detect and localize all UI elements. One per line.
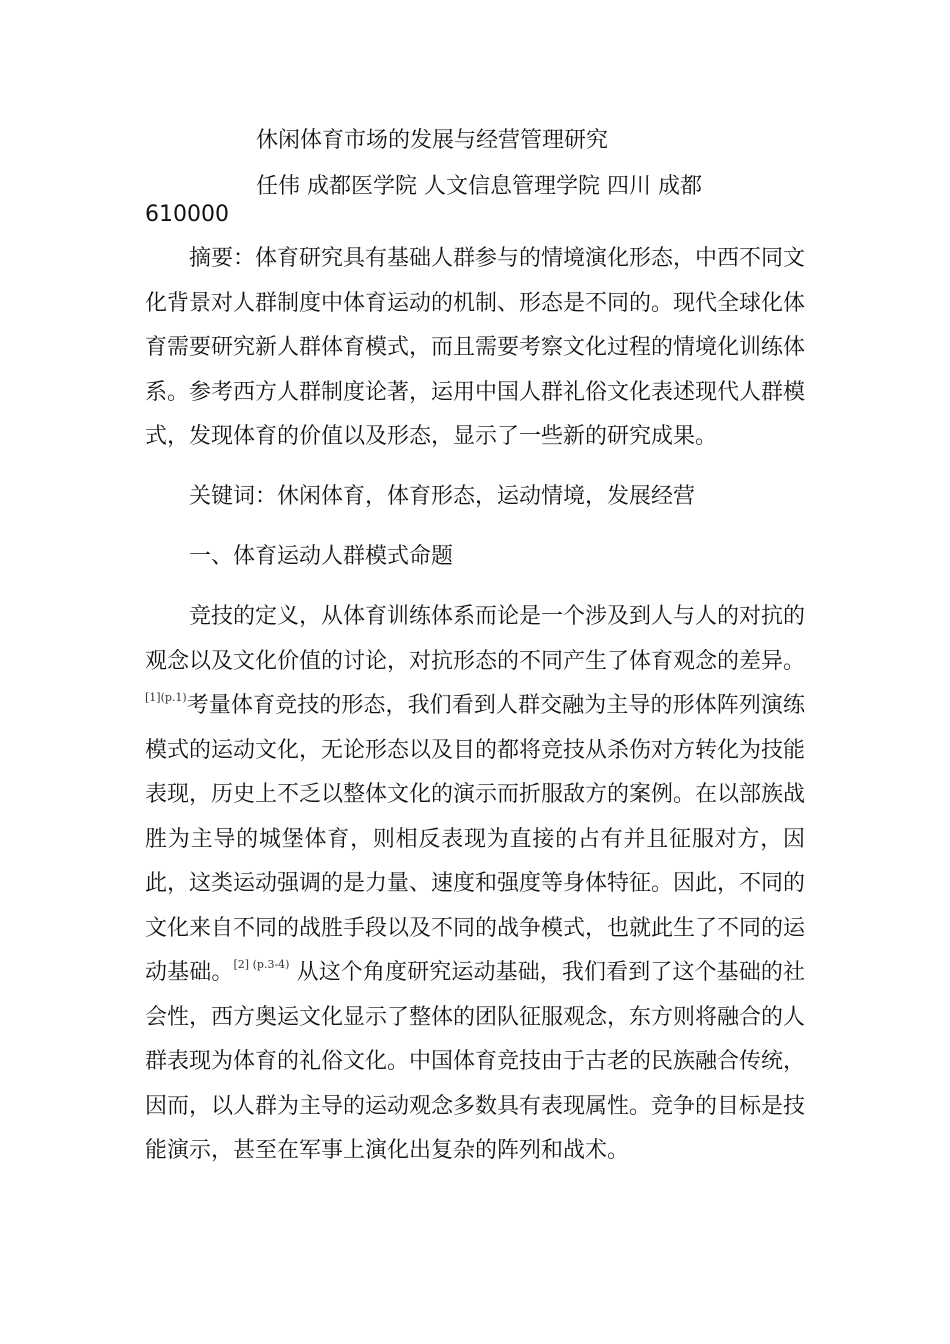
citation-2: [2] (p.3-4): [233, 958, 290, 971]
abstract-paragraph: [145, 237, 805, 460]
abstract-text: 摘要：体育研究具有基础人群参与的情境演化形态，中西不同文化背景对人群制度中体育运动的机制、形态是不同的。现代全球化体育需要研究新人群体育模式，而且需要考察文化过程的情境化训练体系。参考西方人群制度论著，运用中国人群礼俗文化表述现代人群模式，发现体育的价值以及形态，显示了一些新的研究成果。: [145, 246, 806, 449]
author-affiliation: 任伟 成都医学院 人文信息管理学院 四川 成都: [256, 174, 702, 199]
body-text-part1: 竞技的定义，从体育训练体系而论是一个涉及到人与人的对抗的观念以及文化价值的讨论，对抗形态的不同产生了体育观念的差异。: [145, 604, 806, 674]
citation-1: [1](p.1): [145, 691, 187, 704]
paper-title: 休闲体育市场的发展与经营管理研究: [256, 128, 609, 153]
body-text-part3: 从这个角度研究运动基础，我们看到了这个基础的社会性，西方奥运文化显示了整体的团队征服观念，东方则将融合的人群表现为体育的礼俗文化。中国体育竞技由于古老的民族融合传统，因而，以人群为主导的运动观念多数具有表现属性。竞争的目标是技能演示，甚至在军事上演化出复杂的阵列和战术。: [145, 960, 806, 1163]
keywords-text: 关键词：休闲体育，体育形态，运动情境，发展经营: [189, 484, 696, 509]
keywords-paragraph: [145, 475, 805, 520]
section-heading: [145, 535, 805, 580]
body-paragraph: [145, 595, 805, 1174]
postal-code: 610000: [145, 202, 229, 227]
section-heading-text: 一、体育运动人群模式命题: [189, 544, 454, 569]
body-text-part2: 考量体育竞技的形态，我们看到人群交融为主导的形体阵列演练模式的运动文化，无论形态以及目的都将竞技从杀伤对方转化为技能表现，历史上不乏以整体文化的演示而折服敌方的案例。在以部族战胜为主导的城堡体育，则相反表现为直接的占有并且征服对方，因此，这类运动强调的是力量、速度和强度等身体特征。因此，不同的文化来自不同的战胜手段以及不同的战争模式，也就此生了不同的运动基础。: [145, 693, 806, 985]
